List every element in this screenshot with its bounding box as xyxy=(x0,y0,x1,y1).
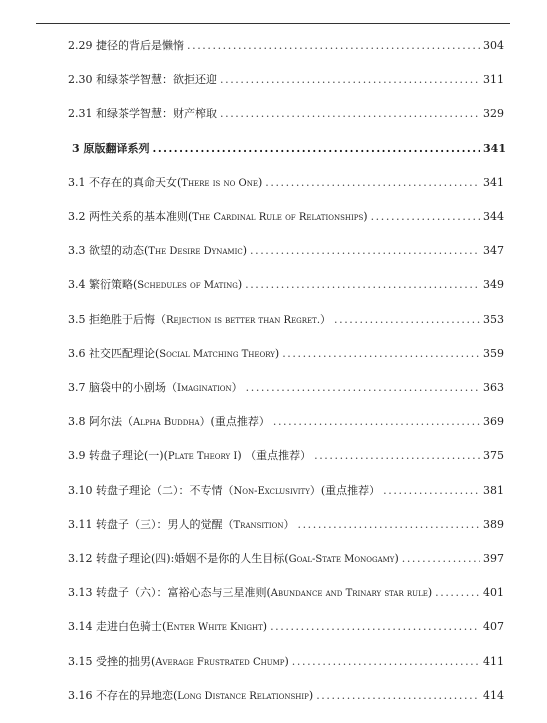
toc-entry[interactable] xyxy=(68,482,504,500)
toc-entry-page-number: 369 xyxy=(483,415,504,428)
toc-entry-page-number: 381 xyxy=(483,484,504,497)
toc-entry-title: 3.15 受挫的拙男(Average Frustrated Chump) xyxy=(68,655,289,668)
toc-entry[interactable] xyxy=(68,618,504,636)
dot-leader xyxy=(292,653,480,671)
toc-entry-title: 3.10 转盘子理论（二）：不专情（Non-Exclusivity）(重点推荐） xyxy=(68,484,381,497)
toc-entry[interactable] xyxy=(68,105,504,123)
toc-entry-page-number: 341 xyxy=(483,176,504,189)
dot-leader xyxy=(220,71,480,89)
toc-entry-title: 3.11 转盘子（三）：男人的觉醒（Transition） xyxy=(68,518,295,531)
dot-leader xyxy=(316,687,480,705)
toc-entry[interactable] xyxy=(68,208,504,226)
toc-entry-title: 3.4 繁衍策略(Schedules of Mating) xyxy=(68,278,243,291)
dot-leader xyxy=(265,174,480,192)
toc-entry-page-number: 353 xyxy=(483,313,504,326)
toc-entry-page-number: 414 xyxy=(483,689,504,702)
toc-entry[interactable] xyxy=(68,311,504,329)
toc-entry-page-number: 401 xyxy=(483,586,504,599)
dot-leader xyxy=(402,550,480,568)
toc-entry-title: 3.12 转盘子理论(四):婚姻不是你的人生目标(Goal-State Monogamy) xyxy=(68,552,399,565)
toc-entry-title: 3.5 拒绝胜于后悔（Rejection is better than Regret.） xyxy=(68,313,331,326)
dot-leader xyxy=(250,242,480,260)
toc-entry[interactable] xyxy=(68,276,504,294)
dot-leader xyxy=(314,447,480,465)
toc-entry[interactable] xyxy=(68,687,504,705)
toc-entry-page-number: 304 xyxy=(483,39,504,52)
toc-entry-page-number: 363 xyxy=(483,381,504,394)
toc-entry-page-number: 329 xyxy=(483,107,504,120)
toc-entry[interactable] xyxy=(68,37,504,55)
dot-leader xyxy=(297,516,480,534)
toc-entry[interactable] xyxy=(68,174,504,192)
toc-entry-title: 3.16 不存在的异地恋(Long Distance Relationship) xyxy=(68,689,314,702)
toc-entry[interactable] xyxy=(68,345,504,363)
toc-entry-title: 3.13 转盘子（六）：富裕心态与三星准则(Abundance and Trinary star rule) xyxy=(68,586,433,599)
toc-entry-title: 3 原版翻译系列 xyxy=(72,142,150,155)
toc-entry-title: 3.8 阿尔法（Alpha Buddha）(重点推荐） xyxy=(68,415,270,428)
dot-leader xyxy=(334,311,480,329)
toc-entry-title: 3.3 欲望的动态(The Desire Dynamic) xyxy=(68,244,248,257)
toc-entry-page-number: 397 xyxy=(483,552,504,565)
toc-entry-title: 2.31 和绿茶学智慧：财产榨取 xyxy=(68,107,217,120)
toc-entry-title: 2.30 和绿茶学智慧：欲拒还迎 xyxy=(68,73,217,86)
toc-entry-title: 3.7 脑袋中的小剧场（Imagination） xyxy=(68,381,243,394)
dot-leader xyxy=(273,413,480,431)
toc-entry-title: 3.14 走进白色骑士(Enter White Knight) xyxy=(68,620,268,633)
toc-entry-page-number: 349 xyxy=(483,278,504,291)
toc-entry-page-number: 344 xyxy=(483,210,504,223)
toc-entry-title: 3.9 转盘子理论(一)(Plate Theory I) （重点推荐） xyxy=(68,449,312,462)
toc-entry-title: 2.29 捷径的背后是懒惰 xyxy=(68,39,184,52)
dot-leader xyxy=(282,345,480,363)
toc-entry[interactable] xyxy=(68,550,504,568)
dot-leader xyxy=(246,379,480,397)
dot-leader xyxy=(187,37,480,55)
toc-entry-page-number: 389 xyxy=(483,518,504,531)
toc-entry-page-number: 341 xyxy=(483,142,506,155)
toc-entry-title: 3.2 两性关系的基本准则(The Cardinal Rule of Relationships) xyxy=(68,210,368,223)
toc-chapter-entry[interactable] xyxy=(72,140,506,158)
dot-leader xyxy=(383,482,480,500)
toc-entry-page-number: 411 xyxy=(483,655,504,668)
toc-entry[interactable] xyxy=(68,447,504,465)
toc-entry[interactable] xyxy=(68,242,504,260)
toc-entry-title: 3.1 不存在的真命天女(There is no One) xyxy=(68,176,263,189)
dot-leader xyxy=(245,276,480,294)
toc-entry[interactable] xyxy=(68,653,504,671)
toc-entry[interactable] xyxy=(68,516,504,534)
dot-leader xyxy=(220,105,480,123)
toc-entry[interactable] xyxy=(68,413,504,431)
toc-entry-page-number: 375 xyxy=(483,449,504,462)
toc-entry-page-number: 311 xyxy=(483,73,504,86)
toc-entry-title: 3.6 社交匹配理论(Social Matching Theory) xyxy=(68,347,280,360)
dot-leader xyxy=(435,584,480,602)
toc-entry-page-number: 407 xyxy=(483,620,504,633)
toc-entry-page-number: 347 xyxy=(483,244,504,257)
toc-entry[interactable] xyxy=(68,379,504,397)
dot-leader xyxy=(270,618,480,636)
toc-entry[interactable] xyxy=(68,584,504,602)
toc-entry-page-number: 359 xyxy=(483,347,504,360)
toc-entry[interactable] xyxy=(68,71,504,89)
dot-leader xyxy=(371,208,480,226)
dot-leader xyxy=(152,140,480,158)
header-rule xyxy=(36,23,510,24)
